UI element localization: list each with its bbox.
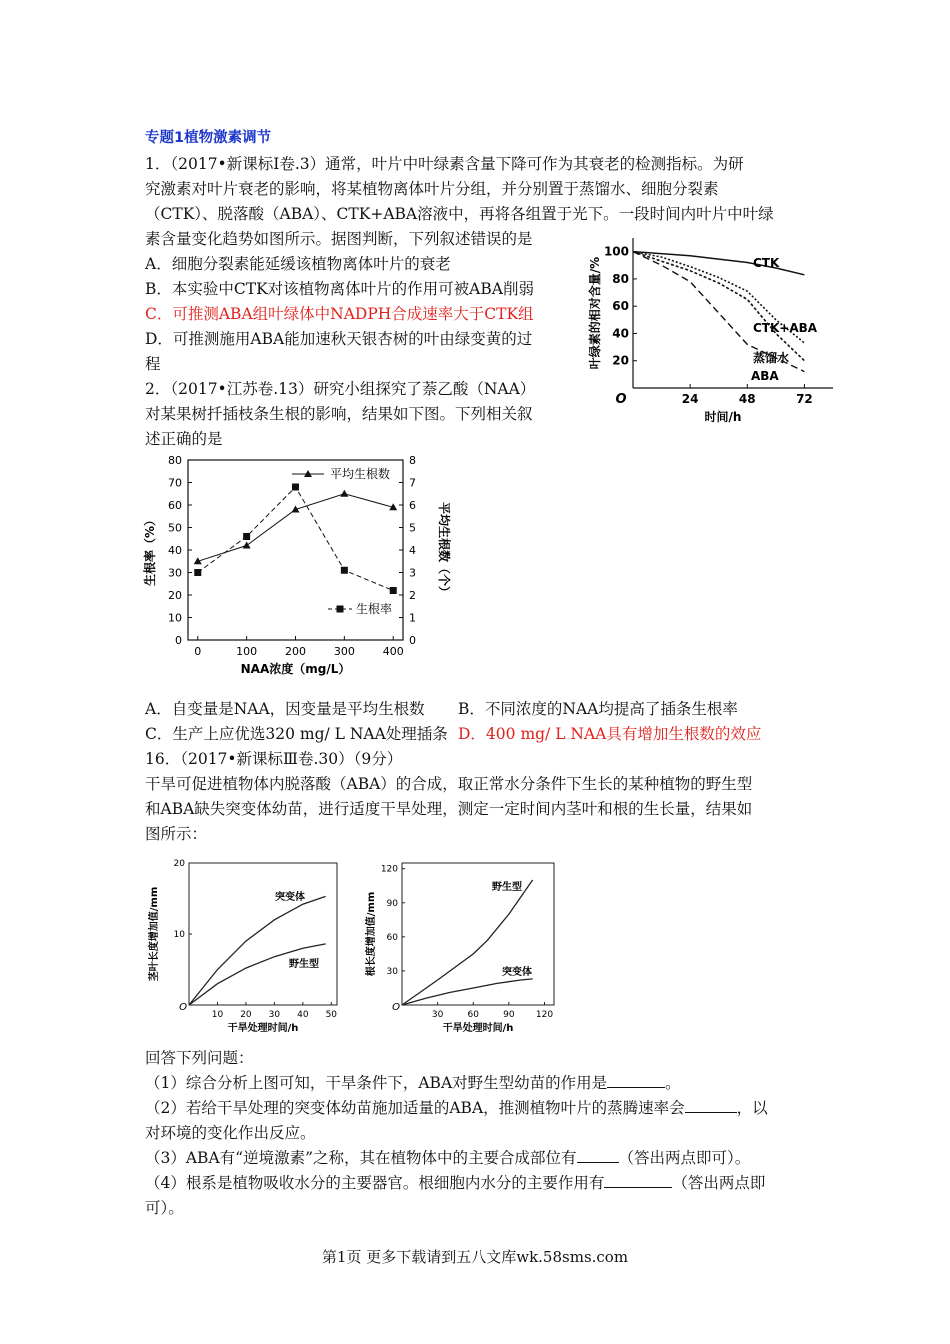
y-right-tick-label: 6 bbox=[409, 499, 416, 512]
q16-sub-4-line-2: 可）。 bbox=[145, 1199, 184, 1217]
x-tick-label: 40 bbox=[297, 1010, 309, 1020]
y-tick-label: 60 bbox=[612, 299, 629, 314]
q16-sub-1 bbox=[145, 1071, 681, 1095]
y-tick-label: 70 bbox=[168, 476, 182, 490]
y-tick-label: 10 bbox=[173, 930, 185, 940]
q1-stem-line-1: 1．（2017•新课标Ⅰ卷.3）通常，叶片中叶绿素含量下降可作为其衰老的检测指标。为研 bbox=[145, 155, 744, 173]
origin-label: O bbox=[179, 1002, 187, 1013]
q2-stem-line-2: 对某果树扦插枝条生根的影响，结果如下图。下列相关叙 bbox=[145, 405, 533, 423]
series-2-point bbox=[194, 569, 201, 576]
y-tick-label: 40 bbox=[612, 326, 629, 341]
x-tick-label: 30 bbox=[431, 1010, 444, 1020]
q16-stem-line-2: 干旱可促进植物体内脱落酸（ABA）的合成，取正常水分条件下生长的某种植物的野生型 bbox=[145, 775, 753, 793]
x-tick-label: 50 bbox=[325, 1010, 338, 1020]
y-tick-label: 30 bbox=[386, 966, 398, 977]
x-tick-label: 60 bbox=[467, 1010, 479, 1020]
x-tick-label: 24 bbox=[681, 392, 699, 406]
y-right-tick-label: 4 bbox=[409, 544, 416, 557]
q2-option-c: C．生产上应优选320 mg/ L NAA处理插条 bbox=[145, 725, 448, 743]
series-label-1: 突变体 bbox=[275, 892, 305, 903]
series-label-4: ABA bbox=[751, 369, 779, 383]
series-2-point bbox=[390, 587, 397, 594]
x-tick-label: 300 bbox=[333, 645, 355, 658]
series-line-2 bbox=[189, 944, 326, 1005]
q16-sub-2-text: （2）若给干旱处理的突变体幼苗施加适量的ABA，推测植物叶片的蒸腾速率会 bbox=[145, 1099, 685, 1117]
y-tick-label: 120 bbox=[380, 864, 398, 875]
q16-sub-1-blank[interactable] bbox=[607, 1073, 665, 1088]
q16-sub-2 bbox=[145, 1096, 768, 1120]
q1-option-c: C．可推测ABA组叶绿体中NADPH合成速率大于CTK组 bbox=[145, 305, 534, 323]
topic-title: 专题1植物激素调节 bbox=[145, 130, 272, 146]
y-tick-label: 20 bbox=[168, 589, 182, 602]
y-tick-label: 100 bbox=[603, 244, 629, 259]
y-tick-label: 10 bbox=[168, 611, 182, 625]
y-tick-label: 0 bbox=[175, 634, 182, 647]
q16-sub-3-text: （3）ABA有“逆境激素”之称，其在植物体中的主要合成部位有 bbox=[145, 1149, 577, 1167]
q16-sub-3-end: （答出两点即可）。 bbox=[618, 1149, 751, 1167]
y-tick-label: 40 bbox=[168, 544, 182, 557]
series-label-1: 野生型 bbox=[492, 882, 522, 893]
y-axis-label-left: 生根率（%） bbox=[143, 513, 157, 587]
q1-option-a: A．细胞分裂素能延缓该植物离体叶片的衰老 bbox=[145, 255, 451, 273]
y-right-tick-label: 2 bbox=[409, 589, 416, 602]
y-axis-label: 根长度增加值/mm bbox=[366, 891, 377, 977]
page-footer: 第1页 更多下载请到五八文库wk.58sms.com bbox=[321, 1248, 629, 1266]
x-tick-label: 100 bbox=[236, 645, 258, 658]
y-tick-label: 60 bbox=[168, 499, 182, 512]
naa-rooting-chart bbox=[140, 448, 470, 683]
series-line-1 bbox=[189, 896, 326, 1005]
y-right-tick-label: 3 bbox=[409, 566, 416, 580]
q16-sub-3 bbox=[145, 1146, 750, 1170]
series-line-1 bbox=[402, 880, 533, 1005]
x-tick-label: 400 bbox=[382, 645, 404, 658]
y-axis-label: 叶绿素的相对含量/% bbox=[588, 256, 602, 370]
q16-sub-1-end: 。 bbox=[665, 1074, 681, 1092]
series-label-2: 突变体 bbox=[502, 967, 532, 978]
series-1-point bbox=[340, 490, 348, 497]
x-axis-label: NAA浓度（mg/L） bbox=[240, 662, 351, 676]
series-2-point bbox=[341, 567, 348, 574]
x-tick-label: 10 bbox=[211, 1010, 224, 1020]
q16-stem-line-4: 图所示： bbox=[145, 825, 208, 843]
y-tick-label: 20 bbox=[612, 353, 629, 368]
stem-leaf-growth-chart bbox=[145, 855, 345, 1035]
x-axis-label: 干旱处理时间/h bbox=[227, 1023, 299, 1034]
origin-label: O bbox=[392, 1002, 400, 1013]
x-tick-label: 200 bbox=[285, 645, 306, 658]
q16-sub-4-text: （4）根系是植物吸收水分的主要器官。根细胞内水分的主要作用有 bbox=[145, 1174, 605, 1192]
series-label-3: 蒸馏水 bbox=[753, 351, 790, 365]
q16-sub-4 bbox=[145, 1171, 765, 1195]
q16-sub-2-end: ，以 bbox=[736, 1099, 768, 1117]
series-2-point bbox=[243, 533, 250, 540]
q16-answer-prompt: 回答下列问题： bbox=[145, 1049, 254, 1067]
series-1-point bbox=[243, 542, 251, 549]
legend-2-marker bbox=[337, 606, 344, 613]
x-tick-label: 30 bbox=[268, 1010, 281, 1020]
q16-sub-1-text: （1）综合分析上图可知，干旱条件下，ABA对野生型幼苗的作用是 bbox=[145, 1074, 608, 1092]
y-axis-label: 茎叶长度增加值/mm bbox=[149, 886, 160, 982]
x-axis-label: 时间/h bbox=[704, 410, 742, 424]
q16-sub-3-blank[interactable] bbox=[577, 1148, 619, 1163]
y-tick-label: 30 bbox=[168, 566, 182, 580]
q1-stem-line-2: 究激素对叶片衰老的影响，将某植物离体叶片分组，并分别置于蒸馏水、细胞分裂素 bbox=[145, 180, 719, 198]
q1-stem-line-4: 素含量变化趋势如图所示。据图判断，下列叙述错误的是 bbox=[145, 230, 533, 248]
y-axis-label-right: 平均生根数（个） bbox=[437, 501, 451, 599]
x-tick-label: 48 bbox=[738, 392, 756, 406]
plot-frame bbox=[189, 863, 337, 1005]
y-tick-label: 80 bbox=[612, 271, 629, 286]
y-tick-label: 60 bbox=[386, 932, 398, 943]
x-tick-label: 20 bbox=[240, 1010, 252, 1020]
q16-sub-2-blank[interactable] bbox=[685, 1098, 737, 1113]
series-label-2: CTK+ABA bbox=[753, 321, 818, 335]
q2-stem-line-1: 2．（2017•江苏卷.13）研究小组探究了萘乙酸（NAA） bbox=[145, 380, 536, 398]
series-label-1: CTK bbox=[753, 256, 780, 270]
q1-option-d-line-1: D．可推测施用ABA能加速秋天银杏树的叶由绿变黄的过 bbox=[145, 330, 533, 348]
q1-stem-line-3: （CTK）、脱落酸（ABA）、CTK+ABA溶液中，再将各组置于光下。一段时间内叶片中叶绿 bbox=[145, 205, 774, 223]
q16-sub-4-blank[interactable] bbox=[604, 1173, 672, 1188]
legend-2-label: 生根率 bbox=[356, 602, 393, 616]
series-label-2: 野生型 bbox=[289, 959, 319, 970]
origin-label: O bbox=[615, 392, 627, 407]
q16-sub-2-line-2: 对环境的变化作出反应。 bbox=[145, 1124, 316, 1142]
y-tick-label: 90 bbox=[386, 898, 398, 909]
series-2-point bbox=[292, 484, 299, 491]
x-tick-label: 90 bbox=[503, 1010, 515, 1020]
series-line-2 bbox=[198, 487, 393, 591]
plot-frame bbox=[402, 863, 554, 1005]
q2-option-d: D．400 mg/ L NAA具有增加生根数的效应 bbox=[458, 725, 762, 743]
q1-option-b: B．本实验中CTK对该植物离体叶片的作用可被ABA削弱 bbox=[145, 280, 534, 298]
chlorophyll-chart bbox=[585, 230, 840, 425]
y-tick-label: 20 bbox=[173, 859, 185, 869]
y-right-tick-label: 7 bbox=[409, 476, 416, 490]
x-tick-label: 0 bbox=[194, 645, 202, 658]
root-growth-chart bbox=[362, 855, 562, 1035]
q16-sub-4-end: （答出两点即 bbox=[672, 1174, 766, 1192]
q2-option-a: A．自变量是NAA，因变量是平均生根数 bbox=[145, 700, 425, 718]
q16-stem-line-1: 16．（2017•新课标Ⅲ卷.30）（9分） bbox=[145, 750, 403, 768]
y-tick-label: 50 bbox=[168, 521, 182, 535]
y-tick-label: 80 bbox=[168, 454, 182, 467]
q1-option-d-line-2: 程 bbox=[145, 355, 161, 373]
y-right-tick-label: 0 bbox=[409, 634, 416, 647]
y-right-tick-label: 5 bbox=[409, 521, 416, 535]
q2-stem-line-3: 述正确的是 bbox=[145, 430, 223, 448]
y-right-tick-label: 1 bbox=[409, 611, 416, 625]
legend-1-label: 平均生根数 bbox=[330, 467, 391, 481]
q16-stem-line-3: 和ABA缺失突变体幼苗，进行适度干旱处理，测定一定时间内茎叶和根的生长量，结果如 bbox=[145, 800, 753, 818]
y-right-tick-label: 8 bbox=[409, 454, 416, 467]
x-axis-label: 干旱处理时间/h bbox=[442, 1023, 514, 1034]
q2-option-b: B．不同浓度的NAA均提高了插条生根率 bbox=[458, 700, 738, 718]
x-tick-label: 72 bbox=[796, 392, 813, 406]
x-tick-label: 120 bbox=[535, 1010, 554, 1020]
